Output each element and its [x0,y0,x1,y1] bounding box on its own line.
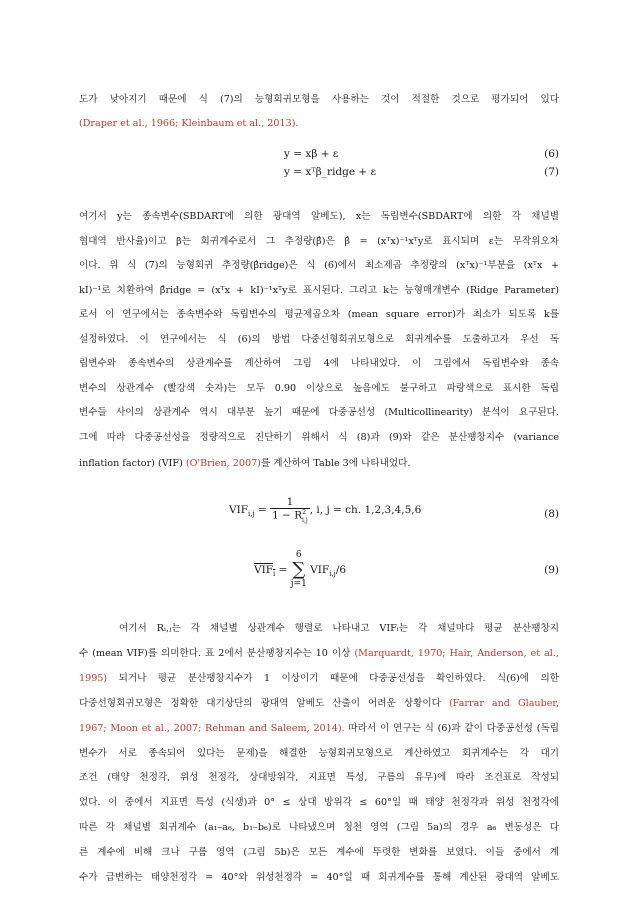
text-segment: 었다. 이 중에서 지표면 특성 (식생)과 0° ≤ 상대 방위각 ≤ 60°일 때 태양 천정각과 위성 천정각에 [79,797,559,809]
sigma-symbol: ∑ [292,559,306,580]
equation-expression: y = xβ + ε [284,148,339,160]
subscript: i,j [248,509,255,518]
text-segment: 다중선형회귀모형은 정확한 대기상단의 광대역 알베도 산출이 어려운 상황이다 [79,697,449,709]
text-line: 로서 이 연구에서는 종속변수와 독립변수의 평균제곱오차 (mean square error)가 최소가 되도록 k를 [79,309,559,320]
text-line [79,667,559,691]
text-line [79,742,559,766]
equation-number: (8) [544,508,559,520]
text-line: 그에 따라 다중공선성을 정량적으로 진단하기 위해서 식 (8)과 (9)와 같은 분산팽창지수 (variance [79,431,559,443]
text-segment: 수가 급변하는 태양천정각 = 40°와 위성천정각 = 40°일 때 회귀계수를 통해 계산된 광대역 알베도 [79,872,559,883]
text-line: 이다. 위 식 (7)의 능형회귀 추정량(β̂ridge)은 식 (6)에서 최소제곱 추정량의 (xᵀx)⁻¹부분을 (xᵀx + [79,260,559,271]
equation-7 [79,166,559,186]
summation [291,550,307,590]
text-line [79,717,559,741]
text-line: 변수의 상관계수 (빨강색 숫자)는 모두 0.90 이상으로 높음에도 불구하고 파랑색으로 표시한 독립 [79,382,559,394]
equation-expression: y = xᵀβ_ridge + ε [284,166,377,178]
fraction [270,496,310,524]
text-line [79,617,559,641]
equation-expression: $VIF_i = 6$ ∑ j=1 $VIF_{i,j}/6$ [254,550,347,589]
equation-8 [79,496,559,536]
sum-upper: 6 [295,550,302,560]
equation-condition: , i, j = ch. 1,2,3,4,5,6 [309,503,422,516]
text-line: 여기서 y는 종속변수(SBDART에 의한 광대역 알베도), x는 독립변수(SBDART에 의한 각 채널별 [79,211,559,222]
text-segment: 되거나 평균 분산팽창지수가 1 이상이기 때문에 다중공선성을 확인하였다. 식(6)에 의한 [107,672,559,684]
vif-term: VIF [310,564,330,576]
text-line [79,452,559,476]
text-segment: 변수가 서로 종속되어 있다는 문제)을 해결한 능형회귀모형으로 계산하였고 회귀계수는 각 대기 [79,747,559,759]
text-segment: 따른 각 채널별 회귀계수 (a₁–a₆, b₁–b₆)로 나타냈으며 청천 영역 (그림 5a)의 경우 a₆ 변동성은 다 [79,822,559,834]
equation-expression: $VIF_{i,j}$ = $\frac{1}{1 - R^2_{i,j}}$ , i, j = ch. 1,2,3,4,5,6 [229,496,422,524]
citation: 1967; Moon et al., 2007; Rehman and Saleem, 2014). [79,722,345,734]
vif-symbol: VIF [229,503,249,516]
citation-line: (Draper et al., 1966; Kleinbaum et al., 2013). [79,118,299,129]
text-segment: inflation factor) (VIF) [79,458,186,469]
text-segment: 른 계수에 비해 크나 구름 영역 (그림 5b)은 모든 계수에 뚜렷한 변화를 보였다. 이들 중에서 계 [79,847,559,859]
text-line: 립변수와 종속변수의 상관계수를 계산하여 그림 4에 나타내었다. 이 그림에서 독립변수와 종속 [79,358,559,369]
text-segment: 여기서 Rᵢ,ⱼ는 각 채널별 상관계수 행렬로 나타내고 VIFᵢ는 각 채널마다 평균 분산팽창지 [119,623,559,634]
text-line [79,841,559,865]
citation: (Farrar and Glauber, [448,697,559,709]
vif-mean-symbol: $VIF_i$ [254,564,276,579]
text-line: 설정하였다. 이 연구에서는 식 (6)의 방법 다중선형회귀모형으로 회귀계수를 도출하고자 우선 독 [79,333,559,345]
text-line [79,791,559,815]
text-line [79,692,559,716]
text-line [79,816,559,840]
text-segment: 수 (mean VIF)를 의미한다. 표 2에서 분산팽창지수는 10 이상 [79,647,355,659]
citation: 1995) [79,672,108,684]
equation-number: (6) [544,148,559,160]
citation: (O'Brien, 2007) [185,458,261,469]
equation-number: (7) [544,166,559,178]
text-line [79,766,559,790]
text-line [79,866,559,890]
text-line: kI)⁻¹로 치환하여 β̂ridge = (xᵀx + kI)⁻¹xᵀy로 표시된다. 그리고 k는 능형매개변수 (Ridge Parameter) [79,284,559,296]
subscript: i,j [329,570,336,579]
divisor: /6 [335,564,347,576]
text-line: 도가 낮아지기 때문에 식 (7)의 능형회귀모형을 사용하는 것이 적절한 것으로 평가되어 있다 [79,94,559,105]
text-segment: 를 계산하여 Table 3에 나타내었다. [260,458,411,469]
text-segment: 조건 (태양 천정각, 위성 천정각, 상대방위각, 지표면 특성, 구름의 유무)에 따라 조건표로 작성되 [79,772,559,784]
text-line: 협대역 반사율)이고 β는 회귀계수로서 그 추정량(β̂)은 β̂ = (xᵀx)⁻¹xᵀy로 표시되며 ε는 무작위오차 [79,235,559,247]
sum-lower: j=1 [290,579,307,589]
equation-9 [79,550,559,594]
text-line: 변수들 사이의 상관계수 역시 대부분 높기 때문에 다중공선성 (Multicollinearity) 분석이 요구된다. [79,407,559,418]
equation-number: (9) [544,564,559,576]
denominator: $1 - R^2_{i,j}$ [272,509,308,524]
text-line [79,642,559,666]
numerator: 1 [270,496,310,509]
citation: (Marquardt, 1970; Hair, Anderson, et al., [354,647,559,659]
text-segment: 따라서 이 연구는 식 (6)과 같이 다중공선성 (독립 [344,722,559,734]
equation-6 [79,148,559,168]
